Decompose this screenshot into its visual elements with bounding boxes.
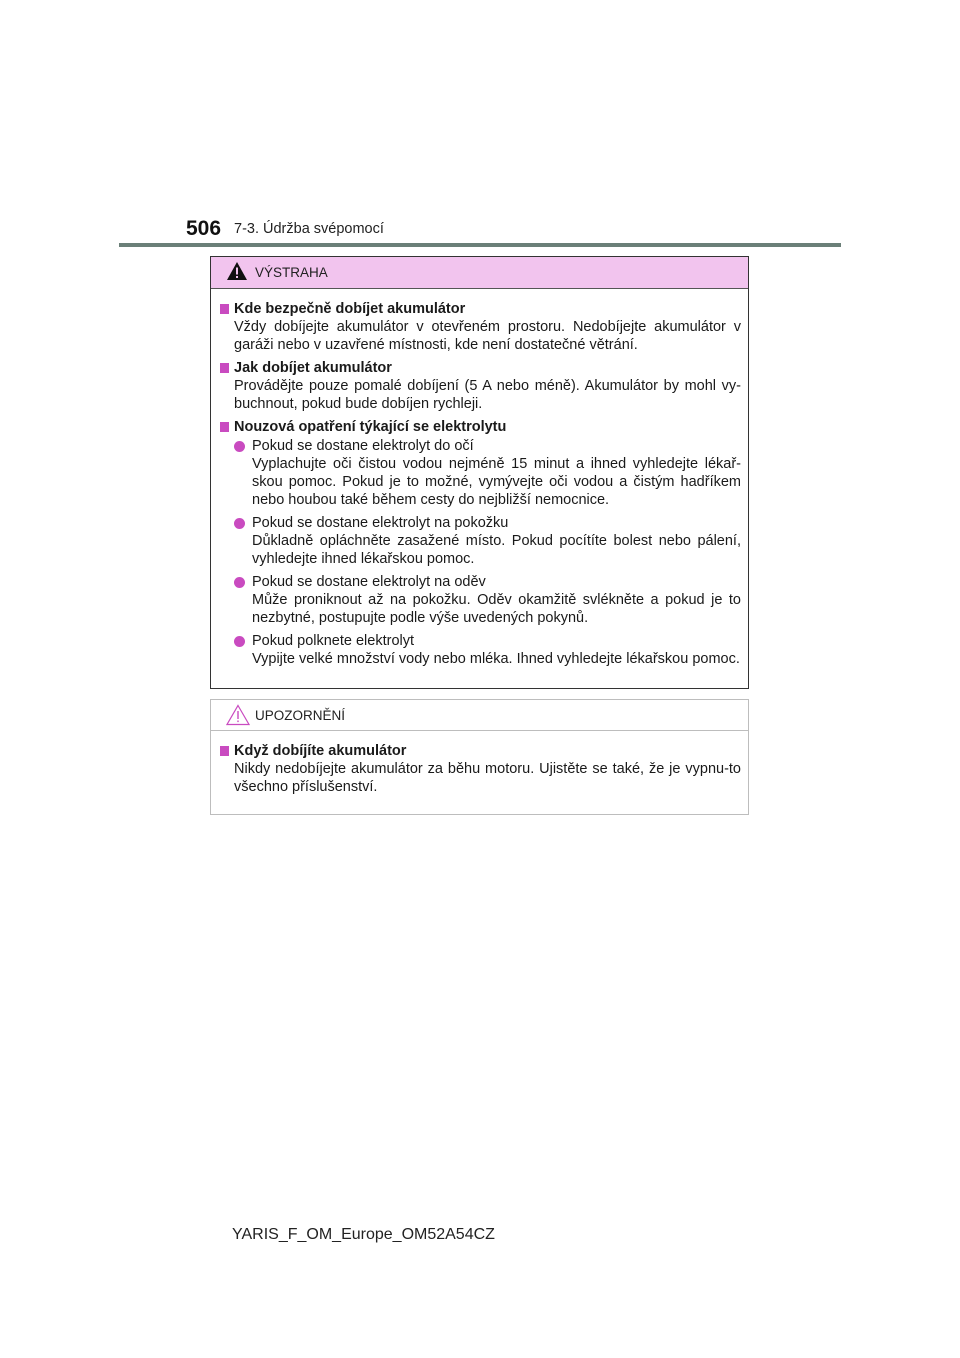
section-title: 7-3. Údržba svépomocí	[234, 221, 384, 237]
sub-item	[220, 632, 741, 668]
warning-body	[211, 289, 748, 668]
item-text: Nikdy nedobíjejte akumulátor za běhu motoru. Ujistěte se také, že je vypnu-to všechno příslušenství.	[234, 761, 741, 795]
square-bullet	[220, 422, 229, 432]
item-text: Provádějte pouze pomalé dobíjení (5 A nebo méně). Akumulátor by mohl vy-buchnout, pokud bude dobíjen rychleji.	[234, 378, 741, 412]
sub-item	[220, 573, 741, 627]
caution-header	[211, 700, 748, 731]
caution-label: UPOZORNĚNÍ	[255, 708, 346, 723]
caution-box	[210, 699, 749, 815]
warning-item	[220, 418, 741, 668]
sub-text: Vyplachujte oči čistou vodou nejméně 15 minut a ihned vyhledejte lékař-skou pomoc. Pokud je to možné, vymývejte oči vodou a čistým hadříkem nebo houbou také během cesty do nejbližší nemocnice.	[252, 456, 741, 508]
item-title: Nouzová opatření týkající se elektrolytu	[234, 419, 507, 435]
sub-text: Vypijte velké množství vody nebo mléka. Ihned vyhledejte lékařskou pomoc.	[252, 651, 740, 667]
warning-item	[220, 300, 741, 354]
caution-item	[220, 742, 741, 796]
item-title: Kde bezpečně dobíjet akumulátor	[234, 301, 466, 317]
sub-heading: Pokud polknete elektrolyt	[252, 633, 415, 649]
page-number: 506	[186, 217, 222, 240]
round-bullet	[234, 577, 245, 588]
round-bullet	[234, 518, 245, 529]
sub-heading: Pokud se dostane elektrolyt na oděv	[252, 574, 486, 590]
item-title: Když dobíjíte akumulátor	[234, 743, 407, 759]
sub-heading: Pokud se dostane elektrolyt na pokožku	[252, 515, 509, 531]
sub-text: Může proniknout až na pokožku. Oděv okamžitě svlékněte a pokud je to nezbytné, postupujte podle výše uvedených pokynů.	[252, 592, 741, 626]
document-code: YARIS_F_OM_Europe_OM52A54CZ	[232, 1226, 495, 1243]
sub-item	[220, 514, 741, 568]
round-bullet	[234, 441, 245, 452]
sub-heading: Pokud se dostane elektrolyt do očí	[252, 438, 474, 454]
header-rule	[119, 243, 841, 247]
warning-header	[211, 257, 748, 289]
caution-body	[211, 731, 748, 796]
sub-item	[220, 437, 741, 509]
warning-triangle-filled-icon	[226, 261, 248, 286]
square-bullet	[220, 746, 229, 756]
warning-box	[210, 256, 749, 689]
warning-triangle-outline-icon	[226, 704, 250, 731]
sub-text: Důkladně opláchněte zasažené místo. Pokud pocítíte bolest nebo pálení, vyhledejte ihned lékařskou pomoc.	[252, 533, 741, 567]
square-bullet	[220, 363, 229, 373]
item-text: Vždy dobíjejte akumulátor v otevřeném prostoru. Nedobíjejte akumulátor v garáži nebo v uzavřené místnosti, kde není dostatečné větrání.	[234, 319, 741, 353]
item-title: Jak dobíjet akumulátor	[234, 360, 392, 376]
round-bullet	[234, 636, 245, 647]
square-bullet	[220, 304, 229, 314]
warning-item	[220, 359, 741, 413]
warning-label: VÝSTRAHA	[255, 265, 328, 280]
